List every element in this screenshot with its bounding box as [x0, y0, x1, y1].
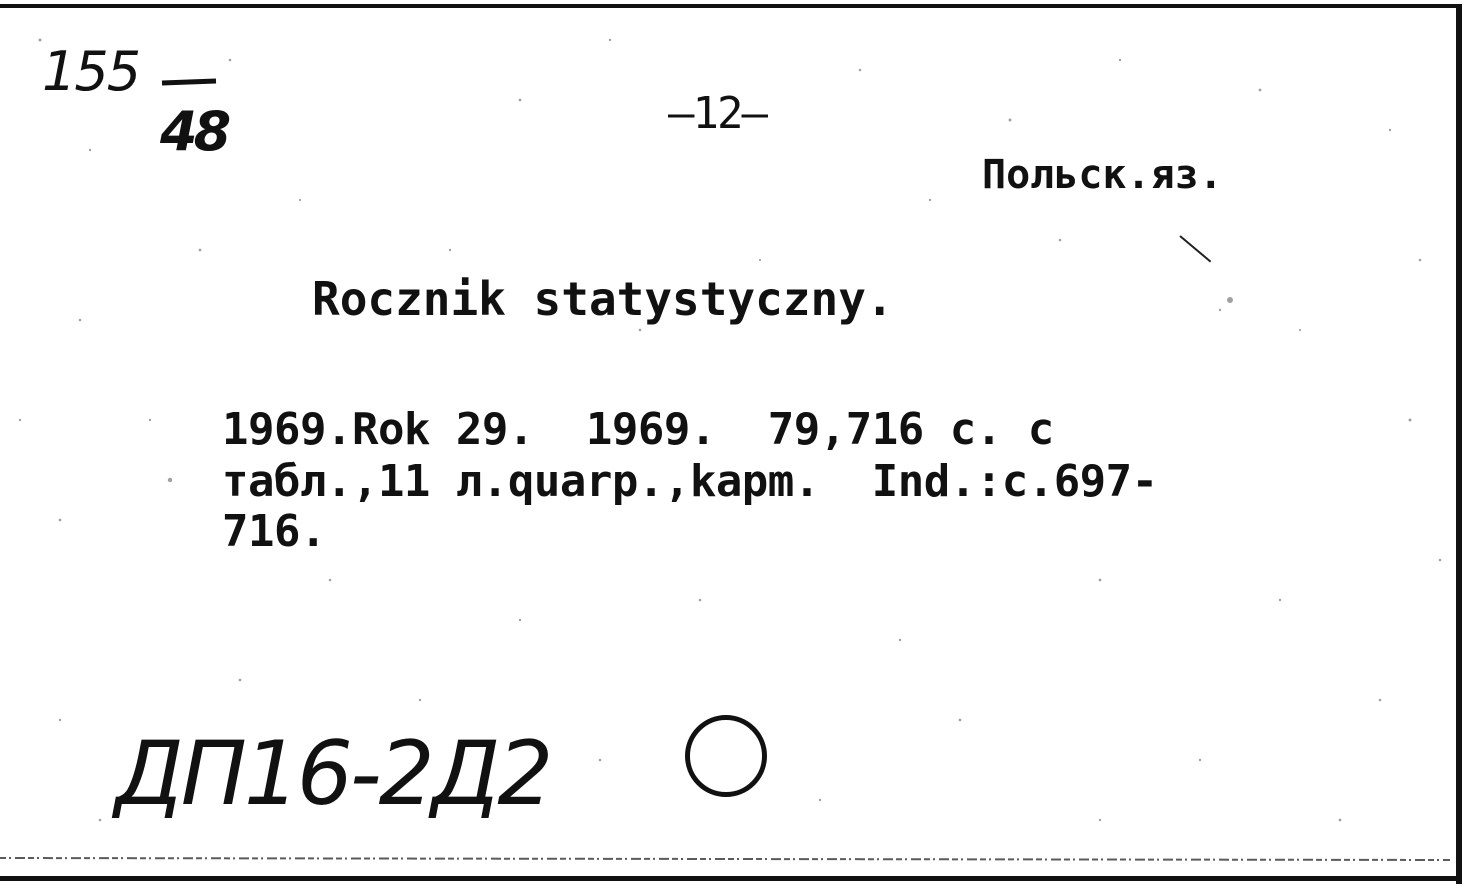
record-line-1: 1969.Rok 29. 1969. 79,716 с. с — [222, 404, 1054, 455]
corner-call-number-sub: 48 — [160, 100, 228, 163]
record-line-2: табл.,11 л.quarp.,kapm. Ind.:c.697- — [222, 456, 1158, 507]
record-line-3: 716. — [222, 506, 326, 557]
corner-call-number: 155 — [42, 40, 140, 103]
page-marker: —12— — [668, 88, 766, 139]
stamp-circle — [685, 715, 767, 797]
corner-fraction-bar — [160, 78, 220, 88]
language-label: Польск.яз. — [982, 152, 1223, 198]
shelf-mark: ДП16-2Д2 — [115, 722, 551, 825]
record-title: Rocznik statystyczny. — [312, 272, 894, 326]
